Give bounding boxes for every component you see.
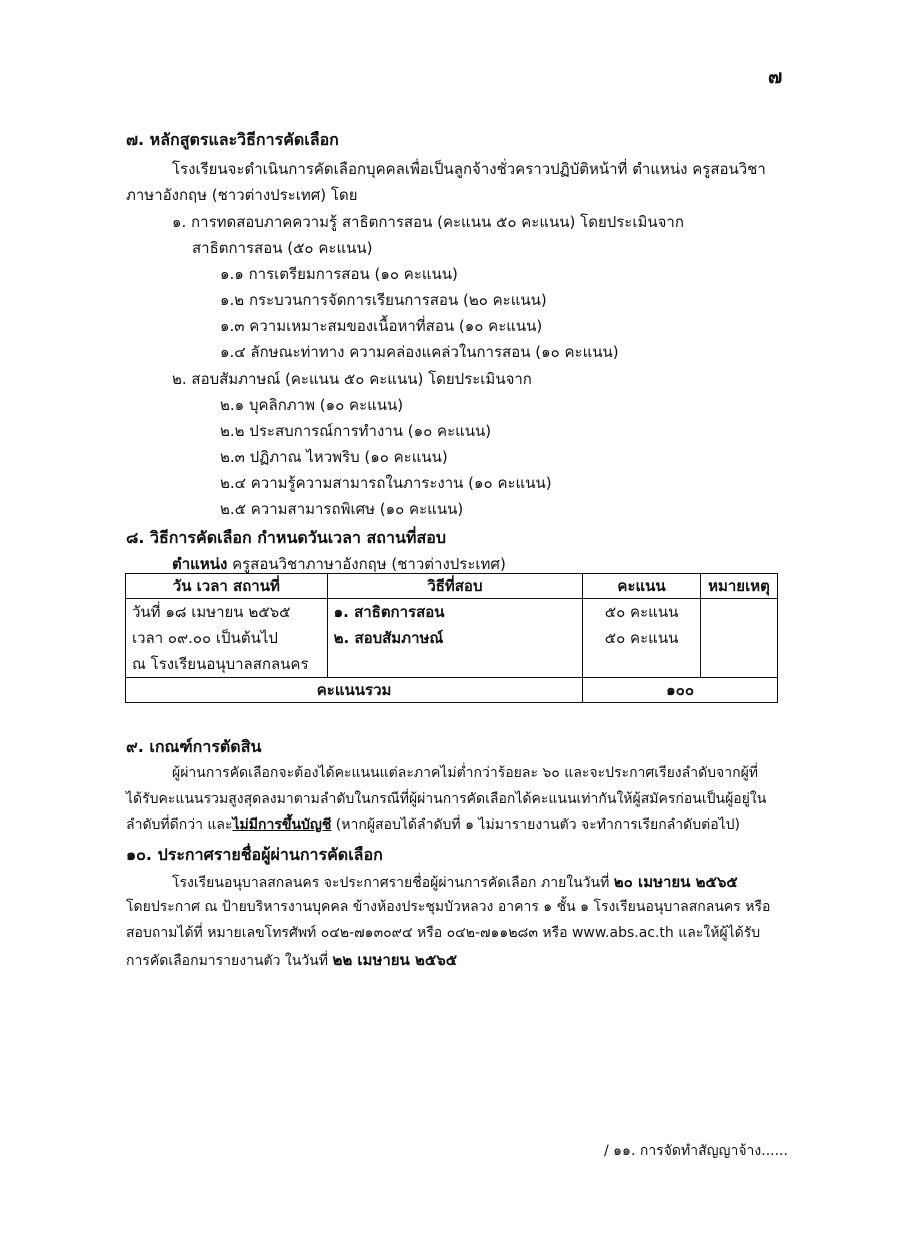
- header-when: วัน เวลา สถานที่: [126, 574, 328, 599]
- section-7-item2-5: ๒.๕ ความสามารถพิเศษ (๑๐ คะแนน): [220, 500, 464, 518]
- section-7-item2-1: ๒.๑ บุคลิกภาพ (๑๐ คะแนน): [220, 396, 404, 414]
- section-7-title: ๗. หลักสูตรและวิธีการคัดเลือก: [126, 130, 339, 149]
- position-value: ครูสอนวิชาภาษาอังกฤษ (ชาวต่างประเทศ): [232, 555, 506, 573]
- section-9-title: ๙. เกณฑ์การตัดสิน: [126, 737, 262, 756]
- section-7-item1-3: ๑.๓ ความเหมาะสมของเนื้อหาที่สอน (๑๐ คะแนน): [220, 317, 543, 335]
- header-score: คะแนน: [583, 574, 701, 599]
- section-7-item1-sub: สาธิตการสอน (๕๐ คะแนน): [192, 239, 373, 257]
- method-1: ๑. สาธิตการสอน: [333, 603, 445, 621]
- section-9-line2: ได้รับคะแนนรวมสูงสุดลงมาตามลำดับในกรณีที่ผู้ผ่านการคัดเลือกได้คะแนนเท่ากันให้ผู้สมัครก่อนเป็นผู้อยู่ใน: [126, 791, 767, 807]
- no-waiting-list: ไม่มีการขึ้นบัญชี: [232, 817, 332, 833]
- section-8-title: ๘. วิธีการคัดเลือก กำหนดวันเวลา สถานที่สอบ: [126, 528, 446, 547]
- section-10-line2: โดยประกาศ ณ ป้ายบริหารงานบุคคล ข้างห้องประชุมบัวหลวง อาคาร ๑ ชั้น ๑ โรงเรียนอนุบาลสกลนคร หรือ: [126, 899, 771, 915]
- score-2: ๕๐ คะแนน: [604, 629, 679, 647]
- cell-method: [327, 599, 583, 678]
- page-number: ๗: [768, 66, 783, 88]
- section-9-line3-a: ลำดับที่ดีกว่า และ: [126, 817, 233, 833]
- report-date: ๒๒ เมษายน ๒๕๖๕: [332, 951, 458, 969]
- when-time: เวลา ๐๙.๐๐ เป็นต้นไป: [132, 629, 278, 647]
- score-1: ๕๐ คะแนน: [604, 603, 679, 621]
- cell-remark: [700, 599, 777, 678]
- position-label: ตำแหน่ง: [172, 555, 228, 573]
- section-10-line1-a: โรงเรียนอนุบาลสกลนคร จะประกาศรายชื่อผู้ผ่านการคัดเลือก ภายในวันที่: [172, 875, 614, 891]
- section-7-item1-1: ๑.๑ การเตรียมการสอน (๑๐ คะแนน): [220, 265, 458, 283]
- table-header-row: [126, 574, 778, 599]
- section-10-line1: [172, 870, 738, 894]
- section-10-title: ๑๐. ประกาศรายชื่อผู้ผ่านการคัดเลือก: [126, 845, 383, 864]
- section-7-intro-line1: โรงเรียนจะดำเนินการคัดเลือกบุคคลเพื่อเป็นลูกจ้างชั่วคราวปฏิบัติหน้าที่ ตำแหน่ง ครูสอนวิชา: [172, 160, 766, 178]
- method-2: ๒. สอบสัมภาษณ์: [333, 629, 444, 647]
- table-total-row: [126, 678, 778, 703]
- cell-when: [126, 599, 328, 678]
- section-7-item2-3: ๒.๓ ปฏิภาณ ไหวพริบ (๑๐ คะแนน): [220, 448, 448, 466]
- section-9-line1: ผู้ผ่านการคัดเลือกจะต้องได้คะแนนแต่ละภาคไม่ต่ำกว่าร้อยละ ๖๐ และจะประกาศเรียงลำดับจากผู้ที่: [172, 765, 759, 781]
- total-label: คะแนนรวม: [126, 678, 583, 703]
- section-10-line3: สอบถามได้ที่ หมายเลขโทรศัพท์ ๐๔๒-๗๑๓๐๙๔ หรือ ๐๔๒-๗๑๑๒๘๓ หรือ www.abs.ac.th และให้ผู้ได้รับ: [126, 925, 761, 941]
- exam-schedule-table: [125, 573, 778, 703]
- header-method: วิธีที่สอบ: [327, 574, 583, 599]
- section-10-line4-a: การคัดเลือกมารายงานตัว ในวันที่: [126, 953, 333, 969]
- section-7-item2-2: ๒.๒ ประสบการณ์การทำงาน (๑๐ คะแนน): [220, 422, 492, 440]
- header-remark: หมายเหตุ: [700, 574, 777, 599]
- continuation-note: / ๑๑. การจัดทำสัญญาจ้าง......: [604, 1143, 788, 1159]
- total-value: ๑๐๐: [583, 678, 778, 703]
- announce-date: ๒๐ เมษายน ๒๕๖๕: [613, 873, 738, 891]
- section-7-item1: ๑. การทดสอบภาคความรู้ สาธิตการสอน (คะแนน ๕๐ คะแนน) โดยประเมินจาก: [172, 213, 684, 231]
- cell-score: [583, 599, 701, 678]
- section-7-item1-2: ๑.๒ กระบวนการจัดการเรียนการสอน (๒๐ คะแนน): [220, 291, 547, 309]
- section-7-intro-line2: ภาษาอังกฤษ (ชาวต่างประเทศ) โดย: [126, 186, 358, 204]
- when-date: วันที่ ๑๘ เมษายน ๒๕๖๕: [132, 603, 291, 621]
- section-7-item1-4: ๑.๔ ลักษณะท่าทาง ความคล่องแคล่วในการสอน (๑๐ คะแนน): [220, 343, 619, 361]
- section-7-item2-4: ๒.๔ ความรู้ความสามารถในภาระงาน (๑๐ คะแนน): [220, 474, 552, 492]
- section-10-line4: [126, 948, 457, 972]
- section-9-line3: [126, 814, 740, 836]
- section-7-item2: ๒. สอบสัมภาษณ์ (คะแนน ๕๐ คะแนน) โดยประเมินจาก: [172, 370, 532, 388]
- table-row: [126, 599, 778, 678]
- section-9-line3-c: (หากผู้สอบได้ลำดับที่ ๑ ไม่มารายงานตัว จะทำการเรียกลำดับต่อไป): [331, 817, 741, 833]
- when-place: ณ โรงเรียนอนุบาลสกลนคร: [132, 655, 309, 673]
